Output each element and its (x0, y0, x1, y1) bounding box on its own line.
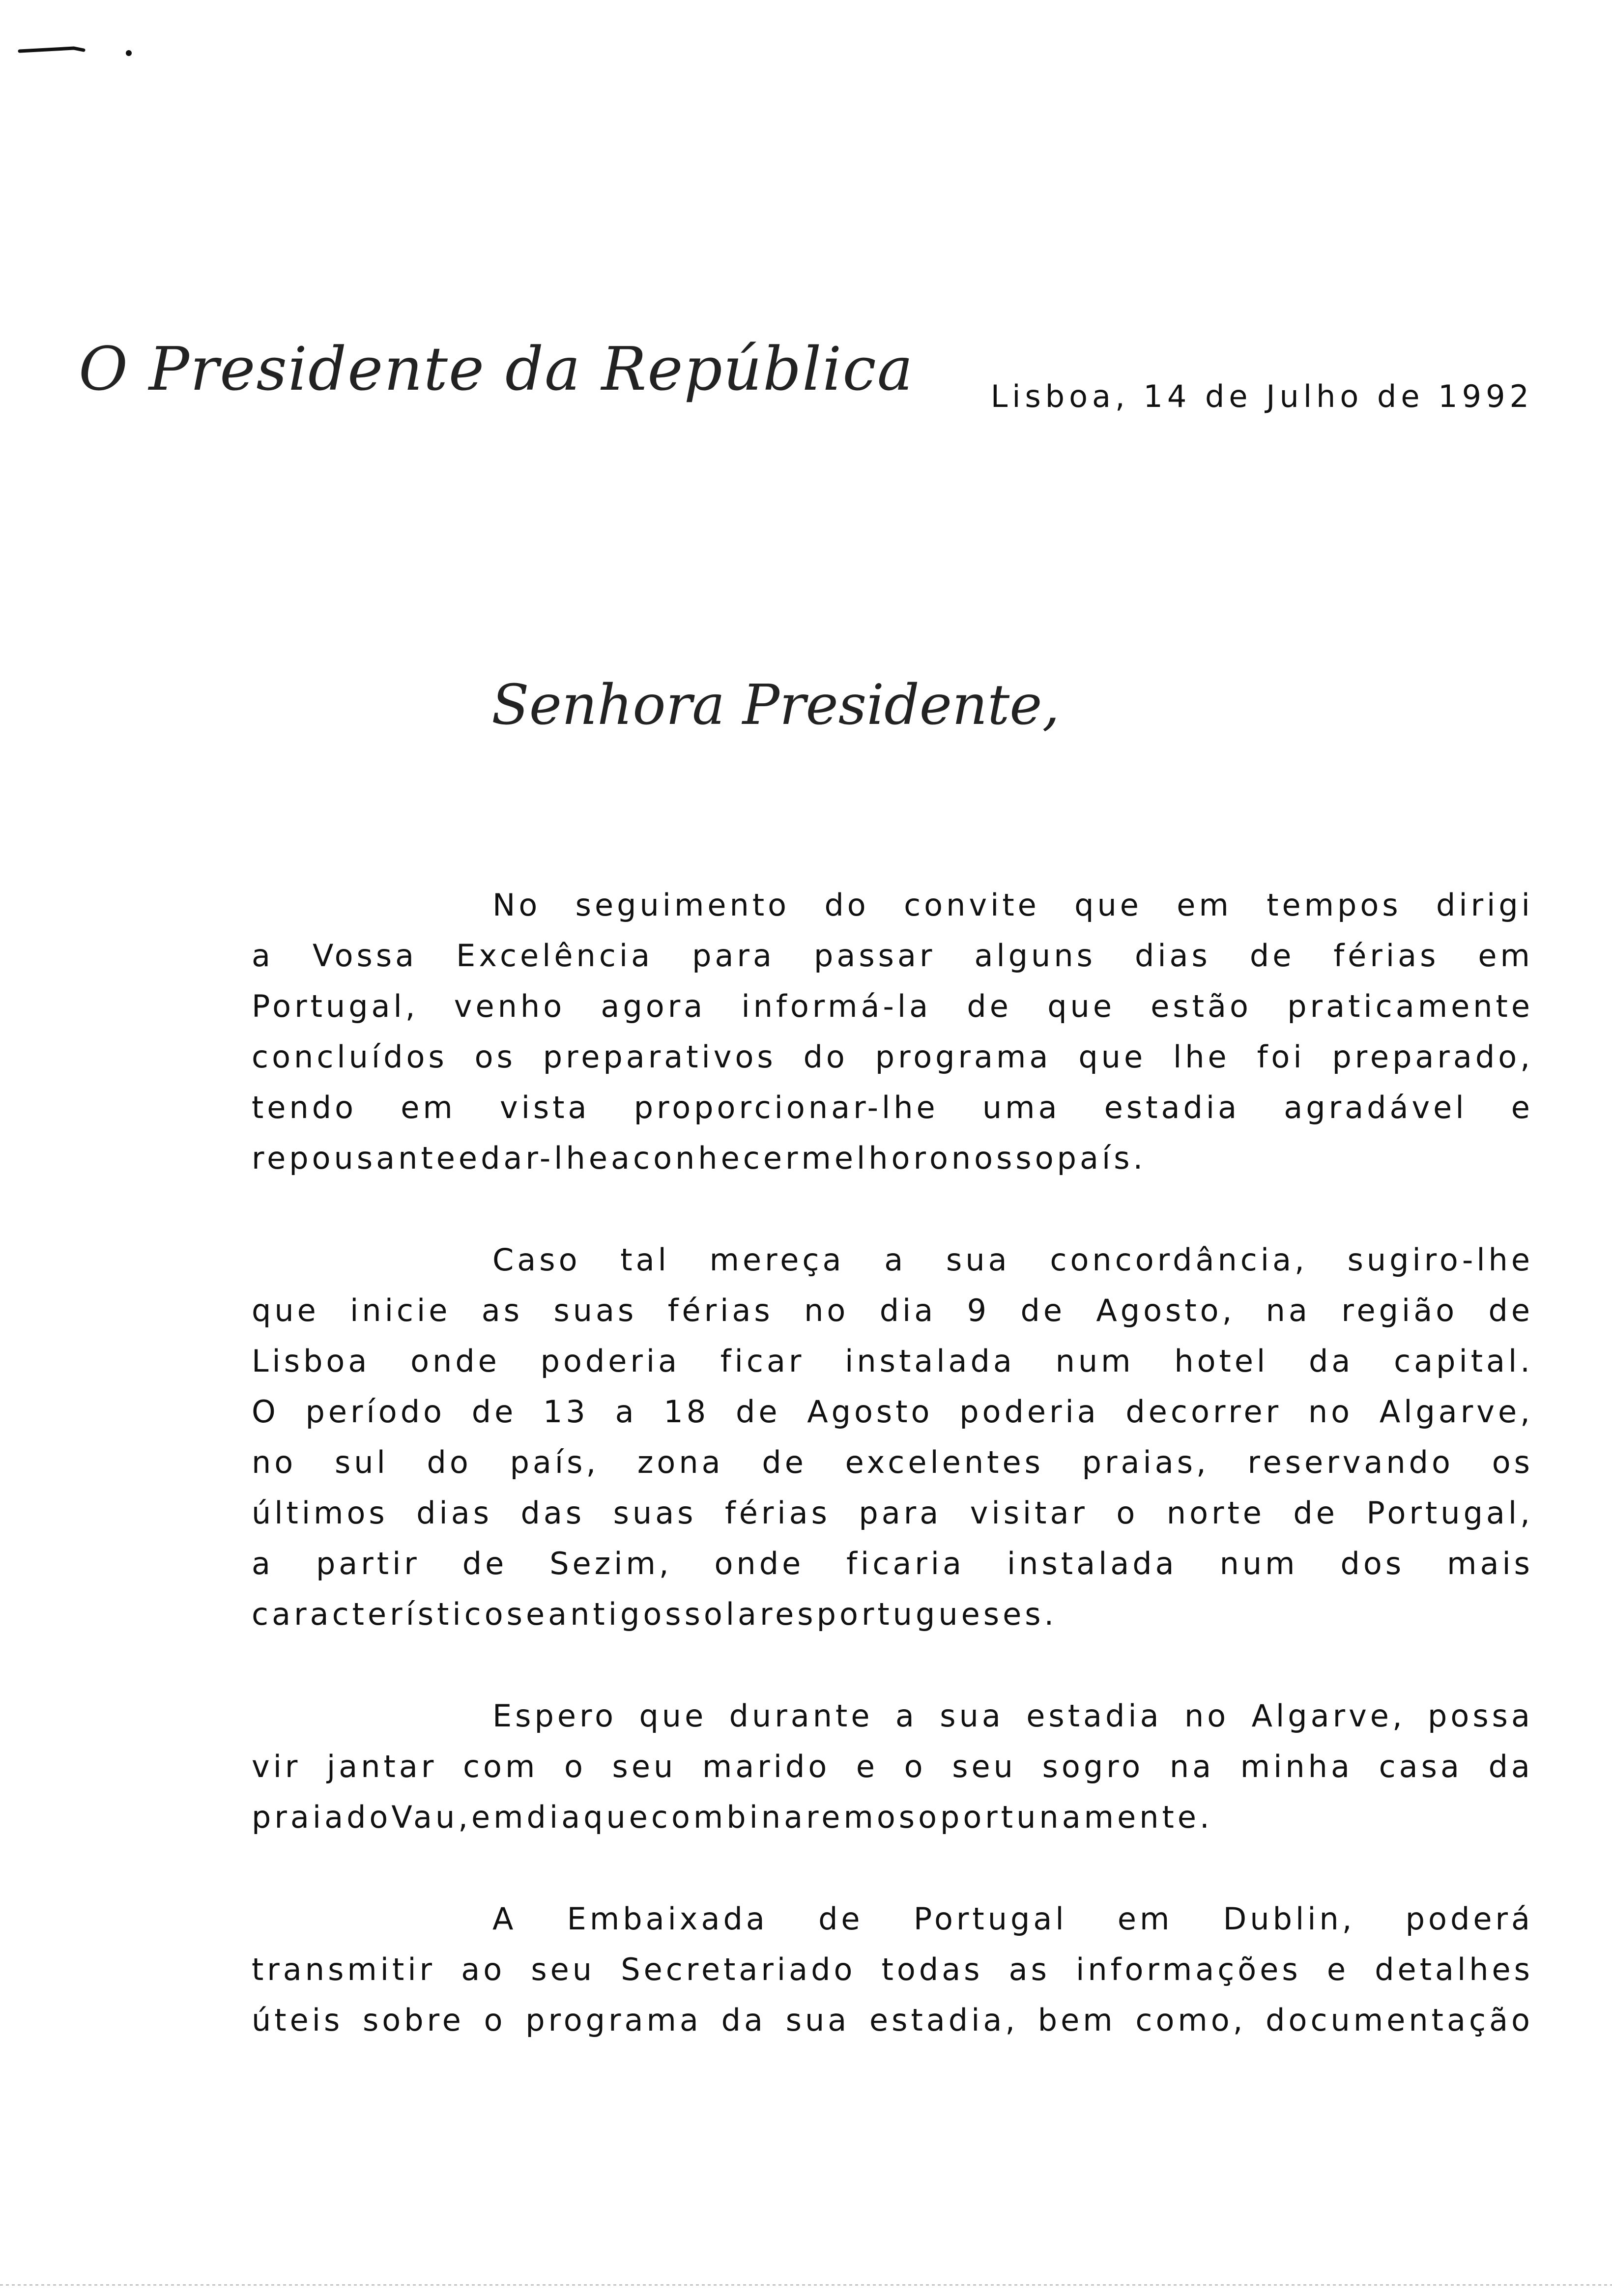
text-line: concluídos os preparativos do programa que lhe foi preparado, (252, 1039, 1533, 1075)
text-line: a partir de Sezim, onde ficaria instalada num dos mais (252, 1546, 1533, 1581)
handwritten-salutation (491, 673, 1060, 737)
paragraph (252, 880, 1533, 1183)
text-line: repousante e dar-lhe a conhecer melhor o nosso país. (252, 1140, 1147, 1176)
text-line: no sul do país, zona de excelentes praias, reservando os (252, 1444, 1533, 1480)
paragraph (252, 1691, 1533, 1842)
letter-date: Lisboa, 14 de Julho de 1992 (990, 378, 1533, 414)
text-line: Caso tal mereça a sua concordância, sugiro-lhe (492, 1242, 1533, 1278)
corner-pen-mark (0, 29, 133, 69)
text-line: últimos dias das suas férias para visitar o norte de Portugal, (252, 1495, 1533, 1531)
text-line: praia do Vau, em dia que combinaremos oportunamente. (252, 1799, 1213, 1835)
text-line: O período de 13 a 18 de Agosto poderia decorrer no Algarve, (252, 1394, 1533, 1430)
text-line: Espero que durante a sua estadia no Algarve, possa (492, 1698, 1533, 1734)
letter-body (252, 880, 1533, 2096)
text-line: vir jantar com o seu marido e o seu sogro na minha casa da (252, 1749, 1533, 1784)
text-line: tendo em vista proporcionar-lhe uma estadia agradável e (252, 1090, 1533, 1125)
paragraph (252, 1234, 1533, 1639)
letterhead: O Presidente da República (79, 334, 914, 404)
text-line: A Embaixada de Portugal em Dublin, poderá (492, 1901, 1533, 1937)
salutation-text: Senhora Presidente, (491, 673, 1060, 737)
text-line: característicos e antigos solares portugueses. (252, 1596, 1058, 1632)
scan-edge (0, 2284, 1612, 2286)
text-line: transmitir ao seu Secretariado todas as informações e detalhes (252, 1952, 1533, 1987)
text-line: No seguimento do convite que em tempos dirigi (492, 887, 1533, 923)
text-line: a Vossa Excelência para passar alguns dias de férias em (252, 938, 1533, 974)
paragraph (252, 1894, 1533, 2045)
text-line: úteis sobre o programa da sua estadia, bem como, documentação (252, 2002, 1533, 2038)
text-line: Lisboa onde poderia ficar instalada num hotel da capital. (252, 1343, 1533, 1379)
text-line: Portugal, venho agora informá-la de que estão praticamente (252, 988, 1533, 1024)
text-line: que inicie as suas férias no dia 9 de Agosto, na região de (252, 1292, 1533, 1328)
